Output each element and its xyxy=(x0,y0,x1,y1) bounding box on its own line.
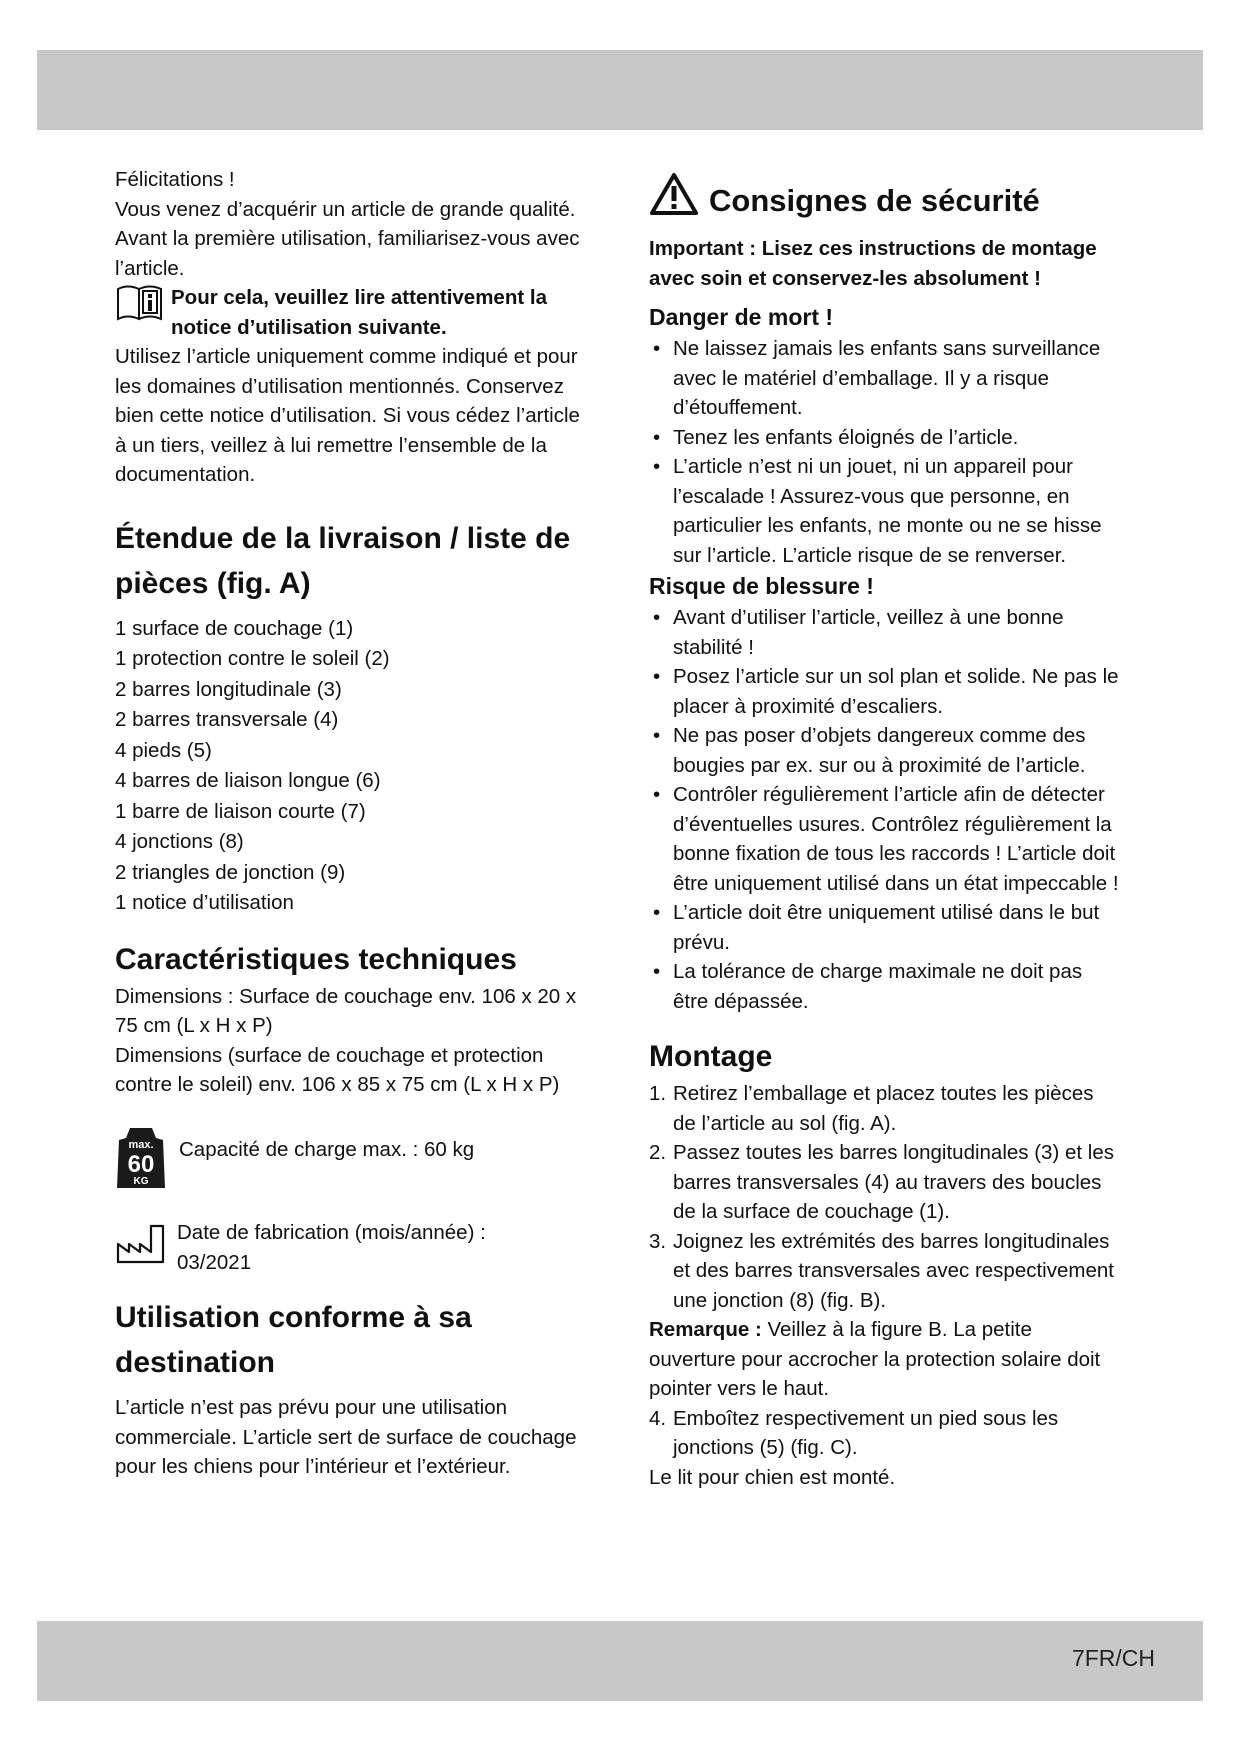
factory-icon xyxy=(115,1220,171,1275)
svg-text:60: 60 xyxy=(127,1150,155,1178)
manual-book-icon xyxy=(115,283,165,332)
warning-triangle-icon xyxy=(649,172,699,230)
important-notice: Important : Lisez ces instructions de montage avec soin et conservez-les absolument ! xyxy=(649,237,1097,290)
list-item: • Posez l’article sur un sol plan et solide. Ne pas le placer à proximité d’escaliers. xyxy=(649,662,1119,721)
list-item: • La tolérance de charge maximale ne doit pas être dépassée. xyxy=(649,957,1119,1016)
usage-heading: Utilisation conforme à sa destination xyxy=(115,1301,472,1379)
injury-list xyxy=(649,603,1119,1016)
delivery-heading: Étendue de la livraison / liste de pièces (fig. A) xyxy=(115,521,571,600)
list-item: 2 barres transversale (4) xyxy=(115,708,339,731)
list-item: 2 triangles de jonction (9) xyxy=(115,860,346,884)
remark-text: Veillez à la figure B. La petite ouverture pour accrocher la protection solaire doit pointer vers le haut. xyxy=(649,1318,1101,1400)
intro-greeting: Félicitations ! xyxy=(115,168,235,191)
usage-instructions: Utilisez l’article uniquement comme indiqué et pour les domaines d’utilisation mentionnés. Conservez bien cette notice d’utilisation. Si vous cédez l’article à un tiers, veillez à lui remettre l’ensemble de la documentation. xyxy=(115,345,580,486)
capacity-row xyxy=(115,1118,585,1201)
list-item: 1 surface de couchage (1) xyxy=(115,616,354,640)
capacity-text: Capacité de charge max. : 60 kg xyxy=(179,1138,475,1161)
intro-text: Vous venez d’acquérir un article de grande qualité. Avant la première utilisation, familiarisez-vous avec l’article. xyxy=(115,197,580,280)
list-item: • Ne laissez jamais les enfants sans surveillance avec le matériel d’emballage. Il y a risque d’étouffement. xyxy=(649,334,1119,423)
montage-steps-continued xyxy=(649,1404,1119,1463)
list-item: 4 jonctions (8) xyxy=(115,830,244,853)
list-item: 1 protection contre le soleil (2) xyxy=(115,647,390,670)
list-item: 1. Retirez l’emballage et placez toutes les pièces de l’article au sol (fig. A). xyxy=(649,1082,1094,1135)
montage-steps xyxy=(649,1079,1119,1315)
delivery-list xyxy=(115,614,585,919)
list-item: • Contrôler régulièrement l’article afin de détecter d’éventuelles usures. Contrôlez régulièrement la bonne fixation de tous les raccords ! L’article doit être uniquement utilisé dans un état impeccable ! xyxy=(649,780,1119,898)
remark-label: Remarque : xyxy=(649,1318,762,1341)
safety-heading: Consignes de sécurité xyxy=(709,183,1040,218)
safety-heading-row xyxy=(649,172,1119,230)
list-item: 4. Emboîtez respectivement un pied sous les jonctions (5) (fig. C). xyxy=(649,1406,1059,1459)
remark xyxy=(649,1315,1119,1404)
list-item: • Tenez les enfants éloignés de l’article. xyxy=(649,423,1119,453)
page-number: 7FR/CH xyxy=(1071,1645,1155,1671)
list-item: 3. Joignez les extrémités des barres longitudinales et des barres transversales avec respectivement une jonction (8) (fig. B). xyxy=(649,1229,1114,1312)
list-item: 2. Passez toutes les barres longitudinales (3) et les barres transversales (4) au travers des boucles de la surface de couchage (1). xyxy=(649,1141,1114,1223)
header-band xyxy=(37,50,1203,130)
manufacture-date-label: Date de fabrication (mois/année) : xyxy=(177,1221,486,1244)
list-item: • L’article doit être uniquement utilisé dans le but prévu. xyxy=(649,898,1119,957)
list-item: 1 notice d’utilisation xyxy=(115,891,294,914)
list-item: 4 barres de liaison longue (6) xyxy=(115,769,381,792)
list-item: • Avant d’utiliser l’article, veillez à une bonne stabilité ! xyxy=(649,603,1119,662)
tech-heading: Caractéristiques techniques xyxy=(115,942,517,976)
injury-heading: Risque de blessure ! xyxy=(649,573,874,599)
left-column xyxy=(115,165,585,1482)
danger-heading: Danger de mort ! xyxy=(649,304,834,330)
list-item: 2 barres longitudinale (3) xyxy=(115,677,342,701)
tech-dimensions-total: Dimensions (surface de couchage et protection contre le soleil) env. 106 x 85 x 75 cm (L x H x P) xyxy=(115,1043,560,1096)
read-notice-row xyxy=(115,283,585,342)
weight-60kg-icon xyxy=(115,1118,167,1201)
read-notice-text: Pour cela, veuillez lire attentivement la notice d’utilisation suivante. xyxy=(171,286,547,339)
montage-heading: Montage xyxy=(649,1040,773,1073)
svg-text:max.: max. xyxy=(128,1138,154,1151)
usage-body: L’article n’est pas prévu pour une utilisation commerciale. L’article sert de surface de couchage pour les chiens pour l’intérieur et l’extérieur. xyxy=(115,1396,577,1478)
manufacture-date-value: 03/2021 xyxy=(177,1250,252,1274)
svg-text:KG: KG xyxy=(133,1175,149,1187)
danger-list xyxy=(649,334,1119,570)
manufacture-date-row xyxy=(115,1218,585,1277)
footer-band xyxy=(37,1621,1203,1701)
tech-dimensions-bed: Dimensions : Surface de couchage env. 106 x 20 x 75 cm (L x H x P) xyxy=(115,984,577,1037)
list-item: 1 barre de liaison courte (7) xyxy=(115,799,366,823)
list-item: • L’article n’est ni un jouet, ni un appareil pour l’escalade ! Assurez-vous que personne, en particulier les enfants, ne monte ou ne se hisse sur l’article. L’article risque de se renverser. xyxy=(649,452,1119,570)
right-column xyxy=(649,172,1119,1492)
final-note: Le lit pour chien est monté. xyxy=(649,1465,896,1489)
list-item: 4 pieds (5) xyxy=(115,738,212,762)
list-item: • Ne pas poser d’objets dangereux comme des bougies par ex. sur ou à proximité de l’article. xyxy=(649,721,1119,780)
